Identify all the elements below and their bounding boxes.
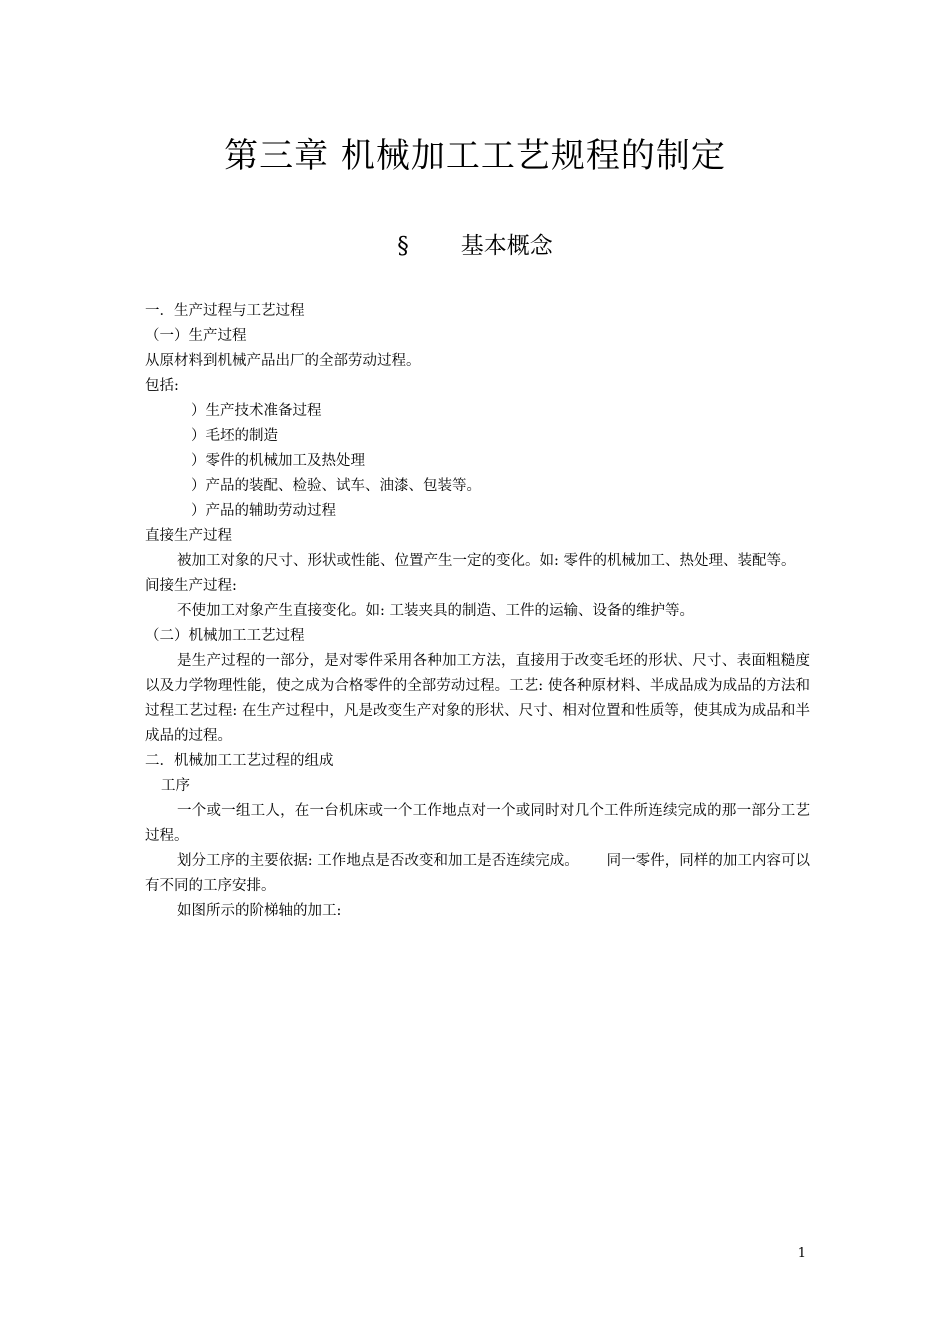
heading-production-and-process: 一．生产过程与工艺过程 bbox=[145, 303, 305, 319]
paragraph-direct-production: 被加工对象的尺寸、形状或性能、位置产生一定的变化。如: 零件的机械加工、热处理、装配等。 bbox=[177, 553, 796, 569]
label-direct-production: 直接生产过程 bbox=[145, 528, 232, 544]
paragraph-operation: 一个或一组工人，在一台机床或一个工作地点对一个或同时对几个工件所连续完成的那一部分工艺过程。 bbox=[145, 803, 810, 844]
paragraph-operation-basis: 划分工序的主要依据: 工作地点是否改变和加工是否连续完成。 同一零件，同样的加工内容可以有不同的工序安排。 bbox=[145, 853, 810, 894]
paragraph-figure-reference: 如图所示的阶梯轴的加工: bbox=[177, 903, 342, 919]
list-item: ）产品的辅助劳动过程 bbox=[191, 503, 336, 519]
list-item: ）产品的装配、检验、试车、油漆、包装等。 bbox=[191, 478, 481, 494]
paragraph-definition: 从原材料到机械产品出厂的全部劳动过程。 bbox=[145, 353, 421, 369]
section-heading bbox=[0, 228, 950, 264]
subheading-machining-process: （二）机械加工工艺过程 bbox=[145, 628, 305, 644]
body-text bbox=[145, 299, 810, 924]
paragraph-machining-process: 是生产过程的一部分，是对零件采用各种加工方法，直接用于改变毛坯的形状、尺寸、表面粗糙度以及力学物理性能，使之成为合格零件的全部劳动过程。工艺: 使各种原材料、半成品成为成品的方法和过程工艺过程: 在生产过程中，凡是改变生产对象的形状、尺寸、相对位置和性质等，使其成为成品和半成品的过程。 bbox=[145, 653, 810, 744]
label-operation: 工序 bbox=[161, 778, 190, 794]
section-title: 基本概念 bbox=[460, 233, 553, 259]
label-includes: 包括: bbox=[145, 378, 179, 394]
label-indirect-production: 间接生产过程: bbox=[145, 578, 237, 594]
heading-process-composition: 二．机械加工工艺过程的组成 bbox=[145, 753, 334, 769]
list-item: ）毛坯的制造 bbox=[191, 428, 278, 444]
list-item: ）零件的机械加工及热处理 bbox=[191, 453, 365, 469]
paragraph-indirect-production: 不使加工对象产生直接变化。如: 工装夹具的制造、工件的运输、设备的维护等。 bbox=[177, 603, 694, 619]
subheading-production-process: （一）生产过程 bbox=[145, 328, 247, 344]
section-symbol: § bbox=[397, 233, 409, 259]
chapter-title: 第三章 机械加工工艺规程的制定 bbox=[224, 136, 726, 176]
page-number: 1 bbox=[797, 1246, 806, 1261]
list-item: ）生产技术准备过程 bbox=[191, 403, 322, 419]
